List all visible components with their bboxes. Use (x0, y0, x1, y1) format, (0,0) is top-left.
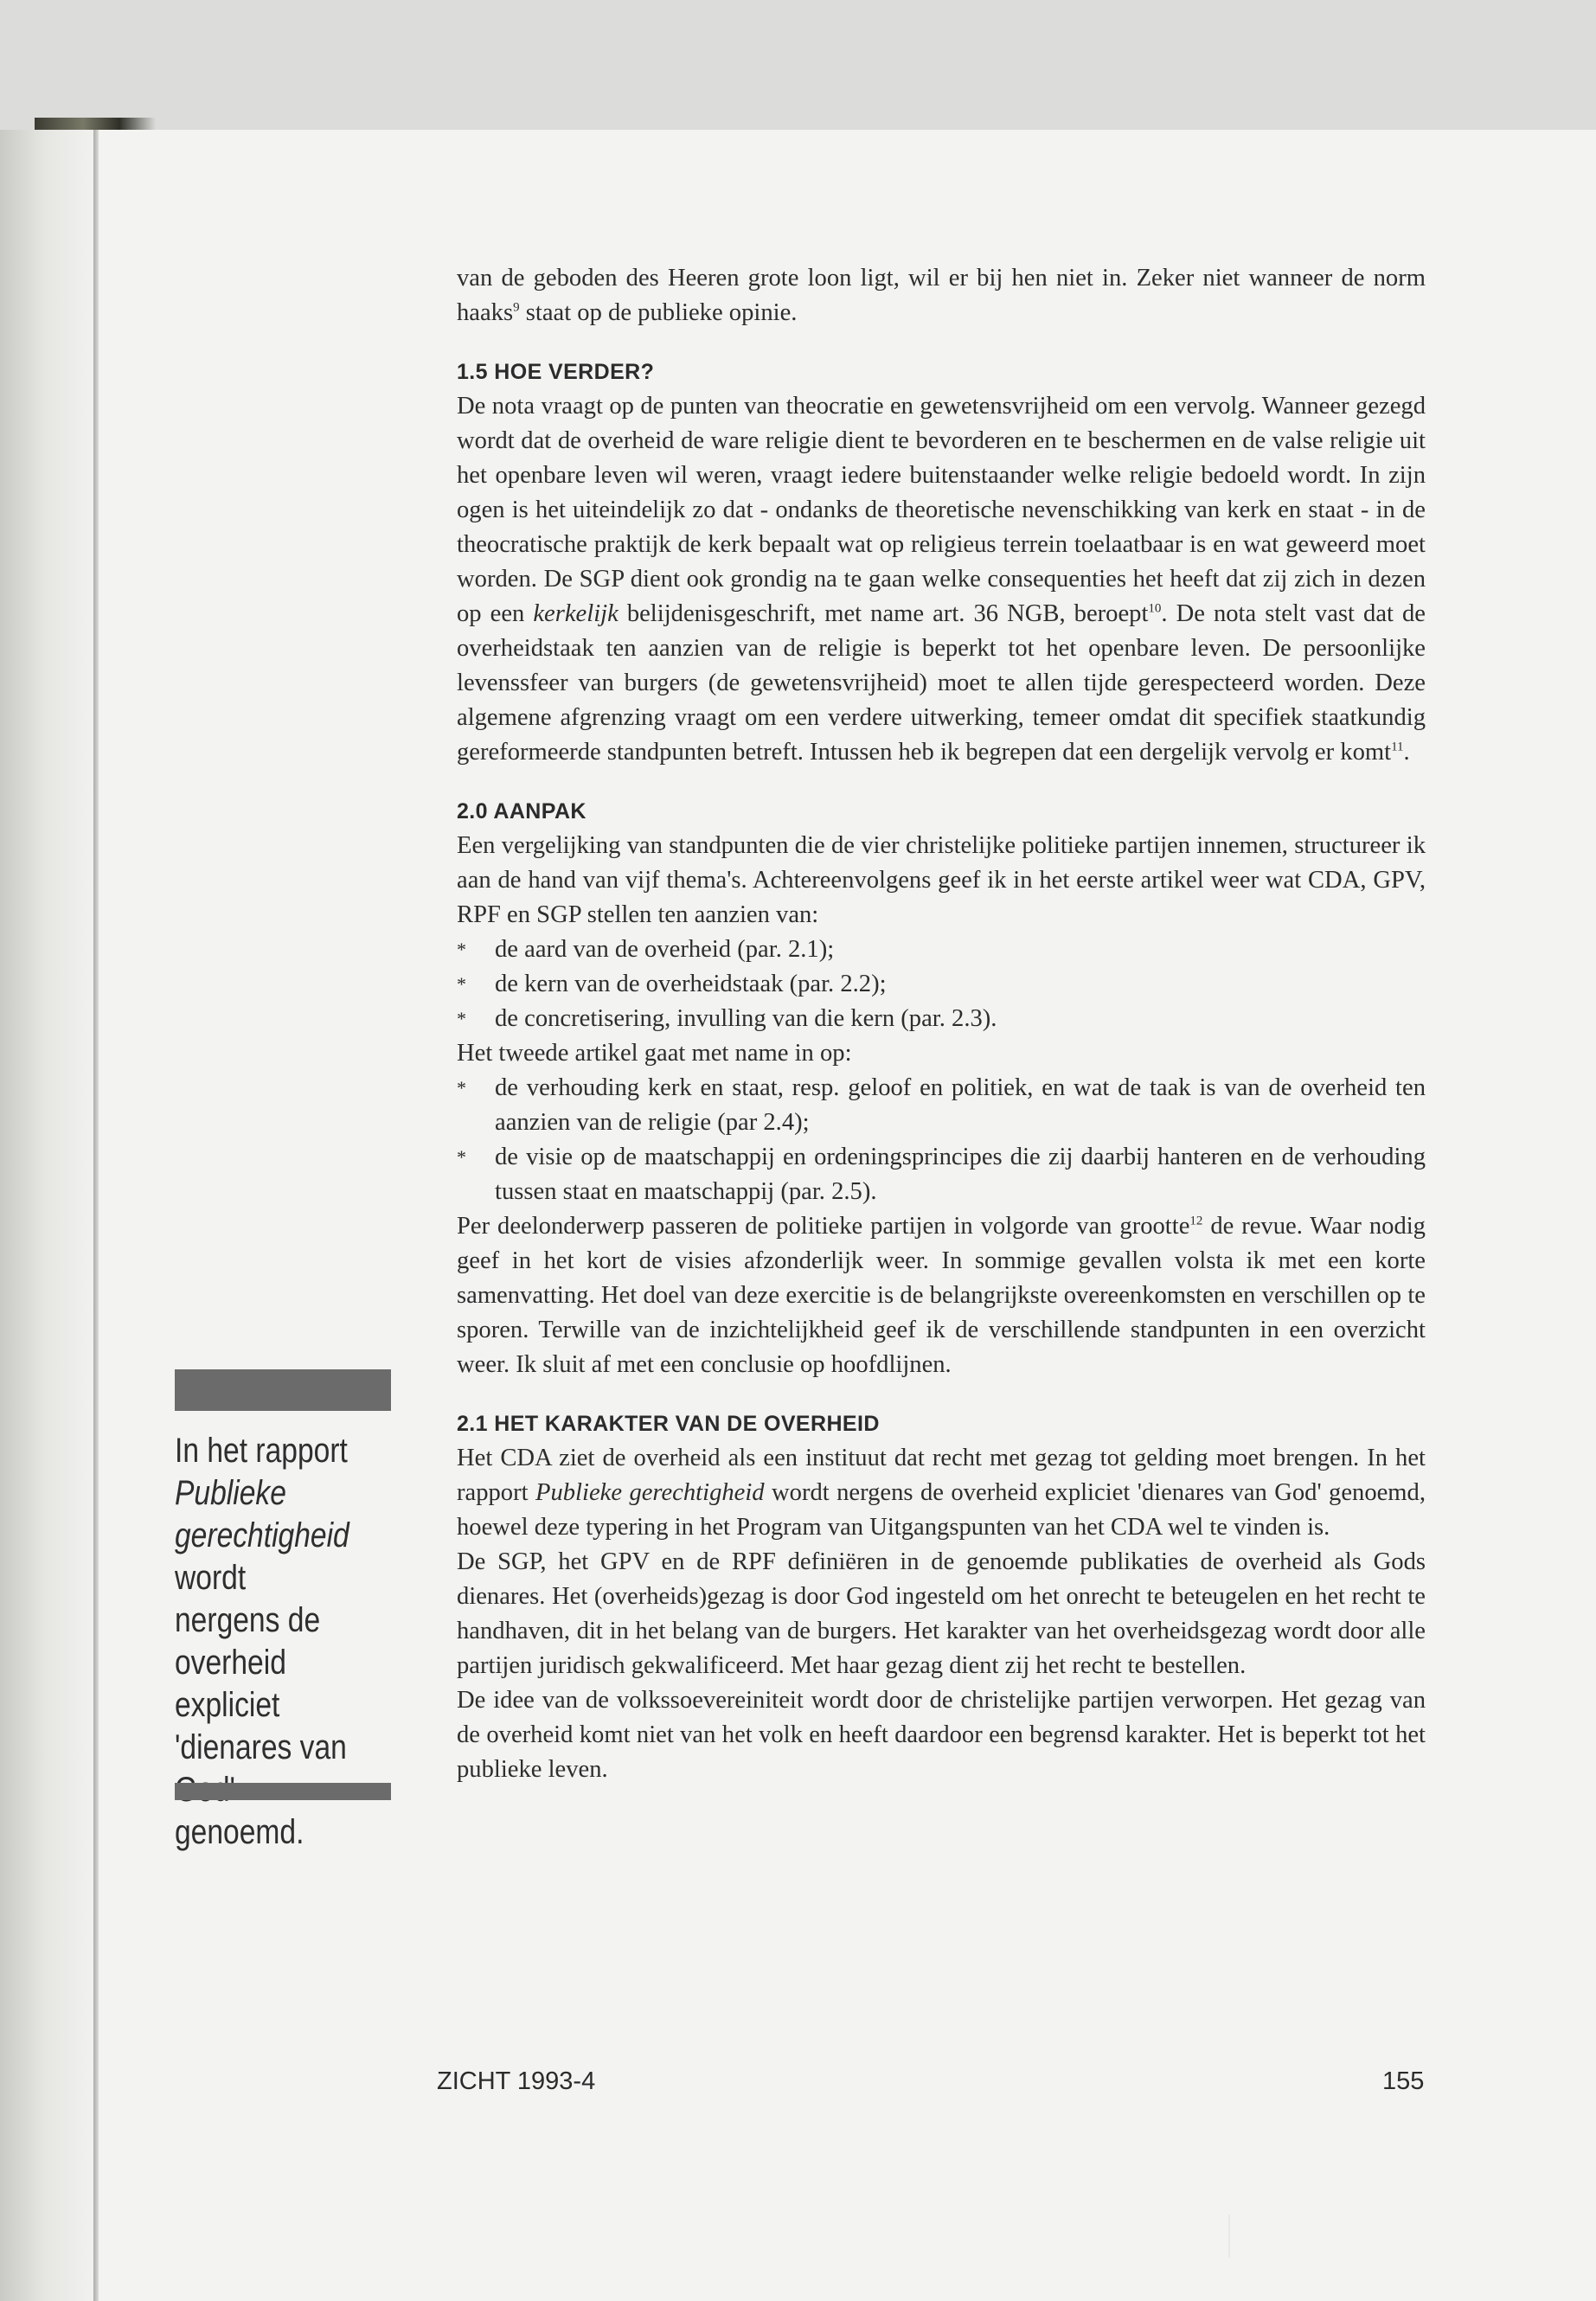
pull-quote (175, 1369, 358, 1854)
spine-shadow (0, 130, 102, 2301)
pullquote-line: In het rapport (175, 1432, 348, 1470)
bullet-list-1 (457, 933, 1426, 1036)
intro-paragraph: van de geboden des Heeren grote loon ligt, wil er bij hen niet in. Zeker niet wanneer de norm haaks$^9$ staat op de publieke opinie. (457, 265, 1426, 326)
list-item: * de aard van de overheid (par. 2.1); (457, 933, 1426, 967)
section-2-1-paragraph-2: De SGP, het GPV en de RPF definiëren in de genoemde publikaties de overheid als Gods dienares. Het (overheids)gezag is door God ingesteld om het onrecht te beteugelen en het recht te handhaven, dit in het belang van de burgers. Het karakter van het overheidsgezag wordt door alle partijen juridisch gekwalificeerd. Met haar gezag dient zij het recht te bestellen. (457, 1548, 1426, 1679)
section-1-5-paragraph: De nota vraagt op de punten van theocratie en gewetensvrijheid om een vervolg. Wanneer gezegd wordt dat de overheid de ware religie dient te bevorderen en te beschermen en de valse religie uit het openbare leven wil weren, vraagt iedere buitenstaander welke religie bedoeld wordt. In zijn ogen is het uiteindelijk zo dat - ondanks de theoretische nevenschikking van kerk en staat - in de theocratische praktijk de kerk bepaalt wat op religieus terrein toelaatbaar is en wat geweerd moet worden. De SGP dient ook grondig na te gaan welke consequenties het heeft dat zij zich in dezen op een kerkelijk belijdenisgeschrift, met name art. 36 NGB, beroept$^{10}$. De nota stelt vast dat de overheidstaak ten aanzien van de religie is beperkt tot het openbare leven. De persoonlijke levenssfeer van burgers (de gewetensvrijheid) moet te allen tijde gerespecteerd worden. Deze algemene afgrenzing vraagt om een verdere uitwerking, temeer omdat dit specifiek staatkundig gereformeerde standpunten betreft. Intussen heb ik begrepen dat een dergelijk vervolg er komt$^{11}$. (457, 393, 1426, 766)
list-item: * de visie op de maatschappij en ordeningsprincipes die zij daarbij hanteren en de verhouding tussen staat en maatschappij (par. 2.5). (457, 1140, 1426, 1209)
bullet-icon: * (457, 1077, 466, 1099)
spine-edge (93, 130, 99, 2301)
article-body (457, 261, 1426, 1787)
section-2-0-paragraph-1: Een vergelijking van standpunten die de vier christelijke politieke partijen innemen, structureer ik aan de hand van vijf thema's. Achtereenvolgens geef ik in het eerste artikel weer wat CDA, GPV, RPF en SGP stellen ten aanzien van: (457, 832, 1426, 928)
bullet-list-2 (457, 1071, 1426, 1209)
list-item: * de kern van de overheidstaak (par. 2.2); (457, 967, 1426, 1002)
binding-mark (35, 118, 156, 130)
bullet-icon: * (457, 973, 466, 995)
section-2-0-paragraph-2: Het tweede artikel gaat met name in op: (457, 1040, 852, 1067)
section-heading-2-0: 2.0 AANPAK (457, 799, 586, 824)
footer-journal-issue: ZICHT 1993-4 (437, 2067, 596, 2095)
page-number: 155 (1382, 2067, 1425, 2095)
list-item: * de concretisering, invulling van die kern (par. 2.3). (457, 1002, 1426, 1036)
bullet-icon: * (457, 1008, 466, 1029)
bullet-icon: * (457, 1146, 466, 1168)
section-heading-1-5: 1.5 HOE VERDER? (457, 360, 655, 384)
section-2-0-paragraph-3: Per deelonderwerp passeren de politieke partijen in volgorde van grootte$^{12}$ de revue. Waar nodig geef in het kort de visies afzonderlijk weer. In sommige gevallen volsta ik met een korte samenvatting. Het doel van deze exercitie is de belangrijkste overeenkomsten en verschillen op te sporen. Terwille van de inzichtelijkheid geef ik de verschillende standpunten in een overzicht weer. Ik sluit af met een conclusie op hoofdlijnen. (457, 1213, 1426, 1378)
pullquote-bar-bottom (175, 1783, 391, 1800)
show-through-mark (1228, 2214, 1282, 2258)
pullquote-line: wordt nergens de overheid expliciet 'dienares van genoemd. (175, 1559, 347, 1851)
section-2-1-paragraph-1: Het CDA ziet de overheid als een instituut dat recht met gezag tot gelding moet brengen. In het rapport Publieke gerechtigheid wordt nergens de overheid expliciet 'dienares van God' genoemd, hoewel deze typering in het Program van Uitgangspunten van het CDA wel te vinden is. (457, 1445, 1426, 1541)
bullet-icon: * (457, 939, 466, 960)
list-item: * de verhouding kerk en staat, resp. geloof en politiek, en wat de taak is van de overheid ten aanzien van de religie (par 2.4); (457, 1071, 1426, 1140)
pullquote-emphasis: Publieke gerechtigheid (175, 1474, 349, 1554)
section-2-1-paragraph-3: De idee van de volkssoevereiniteit wordt door de christelijke partijen verworpen. Het gezag van de overheid komt niet van het volk en heeft daardoor een begrensd karakter. Het is beperkt tot het publieke leven. (457, 1687, 1426, 1783)
section-heading-2-1: 2.1 HET KARAKTER VAN DE OVERHEID (457, 1412, 880, 1436)
